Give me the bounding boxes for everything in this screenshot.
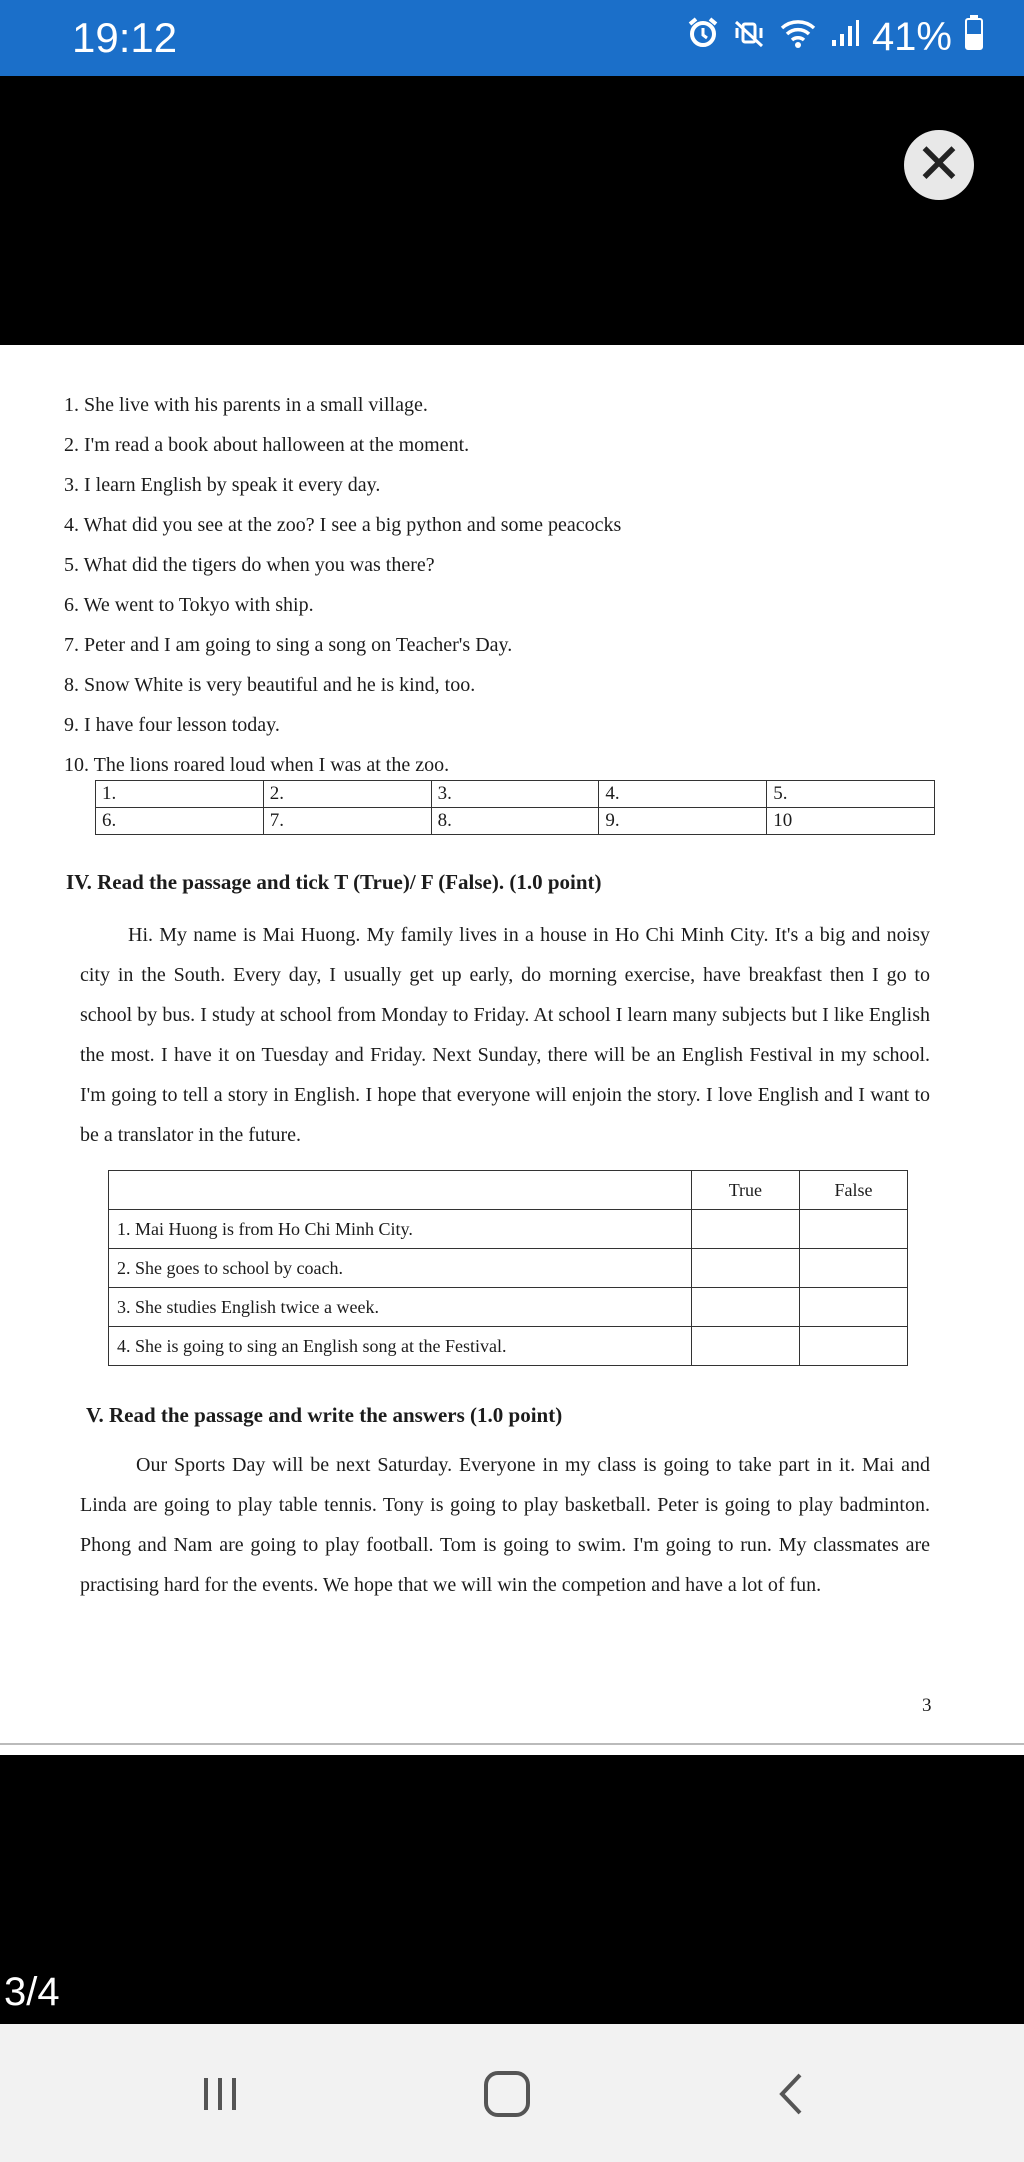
statement: 1. Mai Huong is from Ho Chi Minh City. <box>109 1210 692 1249</box>
table-row <box>109 1210 908 1249</box>
table-cell: 8. <box>431 808 599 835</box>
passage-iv: Hi. My name is Mai Huong. My family lives in a house in Ho Chi Minh City. It's a big and noisy city in the South. Every day, I usually get up early, do morning exercise, have breakfast then I go to school by bus. I study at school from Monday to Friday. At school I learn many subjects but I like English the most. I have it on Tuesday and Friday. Next Sunday, there will be an English Festival in my school. I'm going to tell a story in English. I hope that everyone will enjoin the story. I love English and I want to be a translator in the future. <box>80 924 930 1146</box>
table-row <box>109 1171 908 1210</box>
statement: 4. She is going to sing an English song at the Festival. <box>109 1327 692 1366</box>
header-false: False <box>799 1171 907 1210</box>
table-cell: 5. <box>767 781 935 808</box>
alarm-icon <box>686 15 720 60</box>
list-item: 10. The lions roared loud when I was at the zoo. <box>64 754 450 776</box>
status-bar <box>0 0 1024 76</box>
list-item: 3. I learn English by speak it every day. <box>64 474 381 496</box>
table-cell: 6. <box>96 808 264 835</box>
recents-icon[interactable] <box>180 2064 260 2124</box>
sentence-list <box>64 385 621 785</box>
header-true: True <box>691 1171 799 1210</box>
list-item: 4. What did you see at the zoo? I see a big python and some peacocks <box>64 514 622 536</box>
list-item: 5. What did the tigers do when you was there? <box>64 554 435 576</box>
table-row <box>109 1249 908 1288</box>
signal-icon <box>830 15 860 60</box>
answer-grid <box>95 780 935 835</box>
back-icon[interactable] <box>752 2064 832 2124</box>
statement: 2. She goes to school by coach. <box>109 1249 692 1288</box>
table-cell: 2. <box>263 781 431 808</box>
list-item: 7. Peter and I am going to sing a song on Teacher's Day. <box>64 634 513 656</box>
battery-percent: 41% <box>871 14 952 59</box>
list-item: 2. I'm read a book about halloween at the moment. <box>64 434 470 456</box>
page-counter: 3/4 <box>4 1970 60 2014</box>
close-icon[interactable]: ✕ <box>904 130 974 200</box>
true-false-table <box>108 1170 908 1366</box>
table-row <box>96 781 935 808</box>
vibrate-icon <box>732 15 766 60</box>
statement: 3. She studies English twice a week. <box>109 1288 692 1327</box>
list-item: 6. We went to Tokyo with ship. <box>64 594 314 616</box>
passage-v: Our Sports Day will be next Saturday. Everyone in my class is going to take part in it. Mai and Linda are going to play table tennis. Tony is going to play basketball. Peter is going to play badminton. Phong and Nam are going to play football. Tom is going to swim. I'm going to run. My classmates are practising hard for the events. We hope that we will win the competion and have a lot of fun. <box>80 1454 930 1596</box>
table-cell: 3. <box>431 781 599 808</box>
navigation-bar <box>0 2024 1024 2162</box>
home-icon[interactable] <box>467 2064 547 2124</box>
status-time: 19:12 <box>72 14 178 61</box>
section-v-title: V. Read the passage and write the answers (1.0 point) <box>86 1403 563 1427</box>
table-row <box>96 808 935 835</box>
list-item: 1. She live with his parents in a small village. <box>64 394 428 416</box>
wifi-icon <box>778 15 818 60</box>
battery-icon <box>964 14 984 60</box>
table-row <box>109 1327 908 1366</box>
table-cell: 10 <box>767 808 935 835</box>
page-number: 3 <box>922 1695 932 1716</box>
table-cell: 4. <box>599 781 767 808</box>
table-cell: 7. <box>263 808 431 835</box>
table-cell: 1. <box>96 781 264 808</box>
divider <box>0 1743 1024 1745</box>
document-page <box>0 345 1024 1755</box>
section-iv-title: IV. Read the passage and tick T (True)/ F (False). (1.0 point) <box>66 870 602 894</box>
list-item: 8. Snow White is very beautiful and he is kind, too. <box>64 674 476 696</box>
table-cell: 9. <box>599 808 767 835</box>
table-row <box>109 1288 908 1327</box>
list-item: 9. I have four lesson today. <box>64 714 280 736</box>
